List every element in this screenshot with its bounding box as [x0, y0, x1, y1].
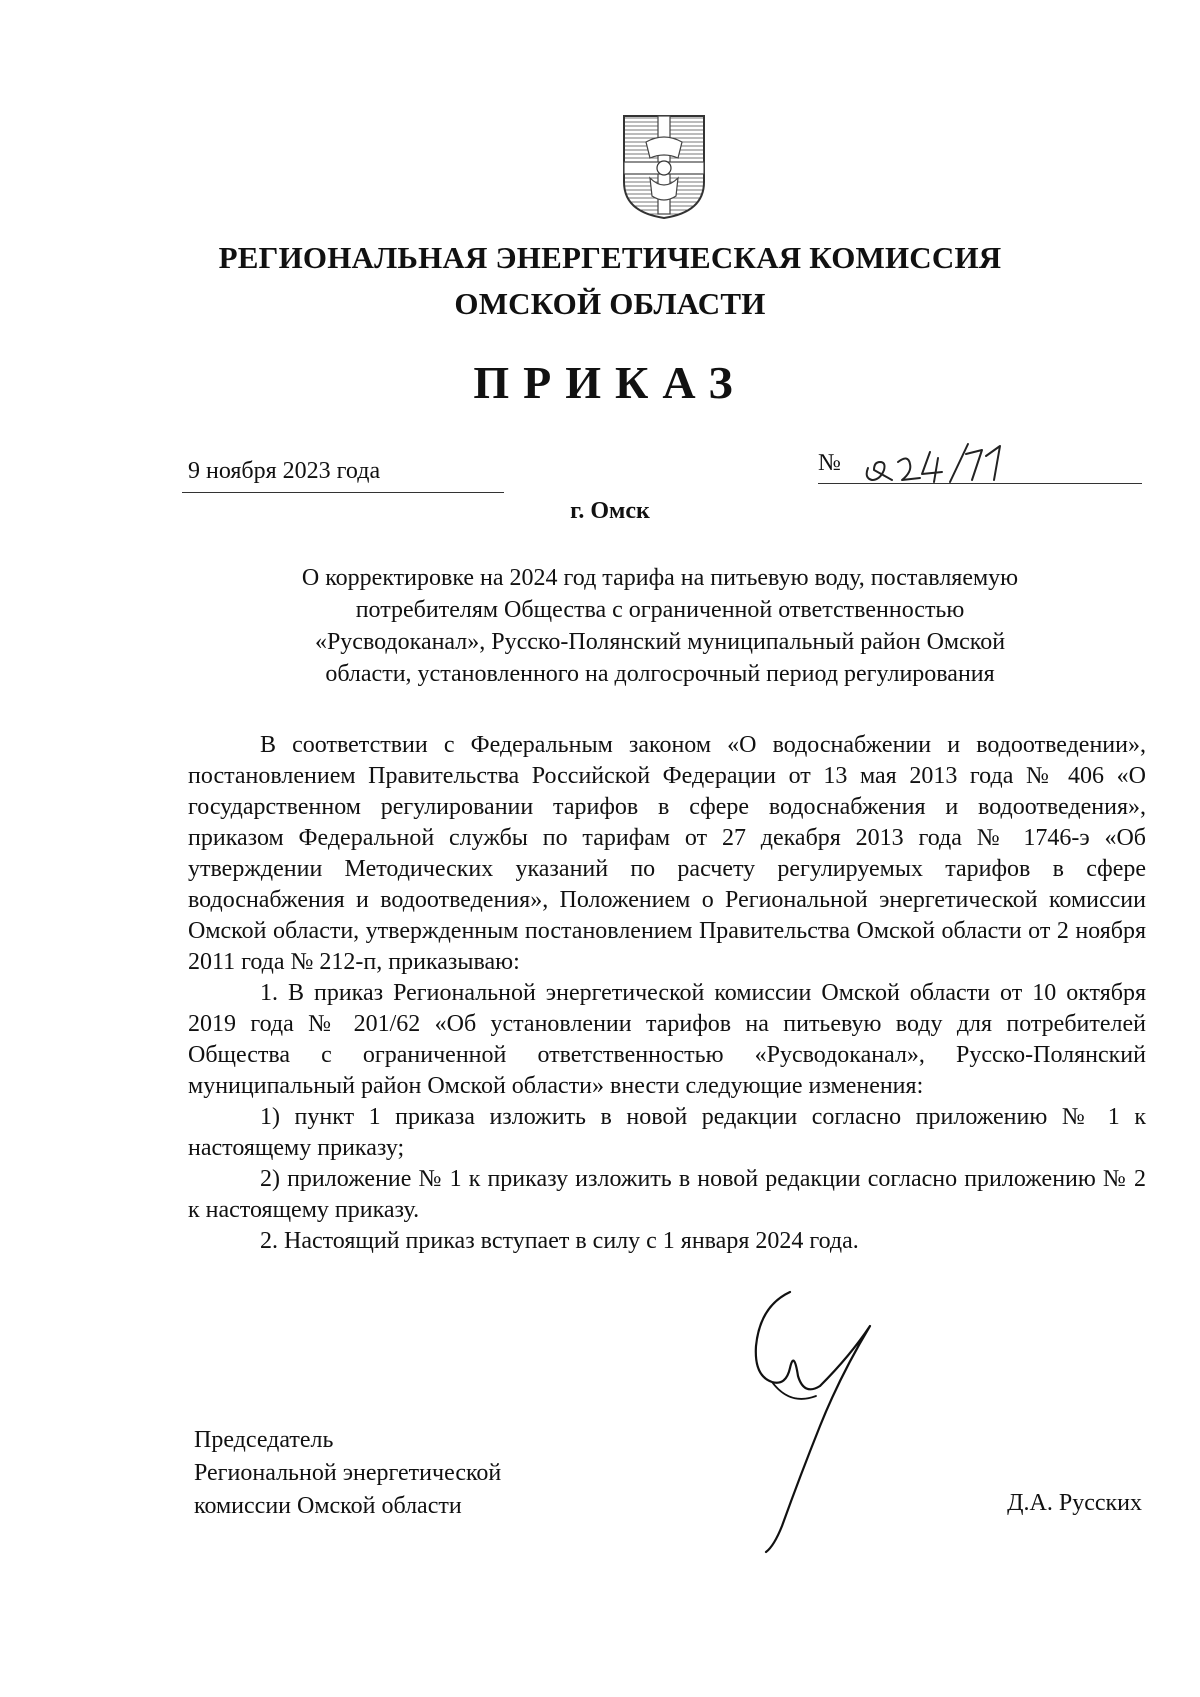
organization-name-line2: ОМСКОЙ ОБЛАСТИ: [454, 286, 766, 321]
city: г. Омск: [570, 498, 650, 524]
position-line: комиссии Омской области: [194, 1493, 462, 1519]
subject-line: потребителям Общества с ограниченной ответственностью: [355, 597, 965, 623]
number-underline: [818, 483, 1142, 484]
signatory-position: [194, 1424, 501, 1523]
document-subject: [230, 562, 1090, 690]
signatory-name: Д.А. Русских: [1007, 1490, 1142, 1516]
body-paragraph-item-1: 1. В приказ Региональной энергетической комиссии Омской области от 10 октября 2019 года № 201/62 «Об установлении тарифов на питьевую воду для потребителей Общества с ограниченной ответственностью «Русводоканал», Русско-Полянский муниципальный район Омской области» внести следующие изменения:: [188, 980, 1146, 1099]
document-type-title: ПРИКАЗ: [473, 357, 747, 408]
number-sign: №: [818, 450, 841, 476]
organization-name-line1: РЕГИОНАЛЬНАЯ ЭНЕРГЕТИЧЕСКАЯ КОМИССИЯ: [218, 240, 1002, 275]
body-paragraph-subitem-2: 2) приложение № 1 к приказу изложить в новой редакции согласно приложению № 2 к настоящему приказу.: [188, 1166, 1146, 1223]
position-line: Региональной энергетической: [194, 1460, 502, 1486]
subject-line: О корректировке на 2024 год тарифа на питьевую воду, поставляемую: [301, 565, 1019, 591]
subject-line: «Русводоканал», Русско-Полянский муниципальный район Омской: [314, 629, 1006, 655]
omsk-coat-of-arms-icon: [620, 112, 708, 220]
date-underline: [182, 492, 504, 493]
handwritten-signature: [720, 1286, 950, 1556]
body-paragraph-preamble: В соответствии с Федеральным законом «О водоснабжении и водоотведении», постановлением Правительства Российской Федерации от 13 мая 2013 года № 406 «О государственном регулировании тарифов в сфере водоснабжения и водоотведения», приказом Федеральной службы по тарифам от 27 декабря 2013 года № 1746-э «Об утверждении Методических указаний по расчету регулируемых тарифов в сфере водоснабжения и водоотведения», Положением о Региональной энергетической комиссии Омской области, утвержденным постановлением Правительства Омской области от 2 ноября 2011 года № 212-п, приказываю:: [188, 732, 1146, 975]
handwritten-number: [862, 440, 1012, 486]
subject-line: области, установленного на долгосрочный период регулирования: [325, 661, 995, 687]
body-paragraph-subitem-1: 1) пункт 1 приказа изложить в новой редакции согласно приложению № 1 к настоящему приказу;: [188, 1104, 1146, 1161]
body-paragraph-item-2: 2. Настоящий приказ вступает в силу с 1 января 2024 года.: [260, 1228, 859, 1254]
position-line: Председатель: [194, 1427, 334, 1453]
document-date: 9 ноября 2023 года: [188, 458, 381, 484]
document-body: [188, 730, 1146, 1257]
